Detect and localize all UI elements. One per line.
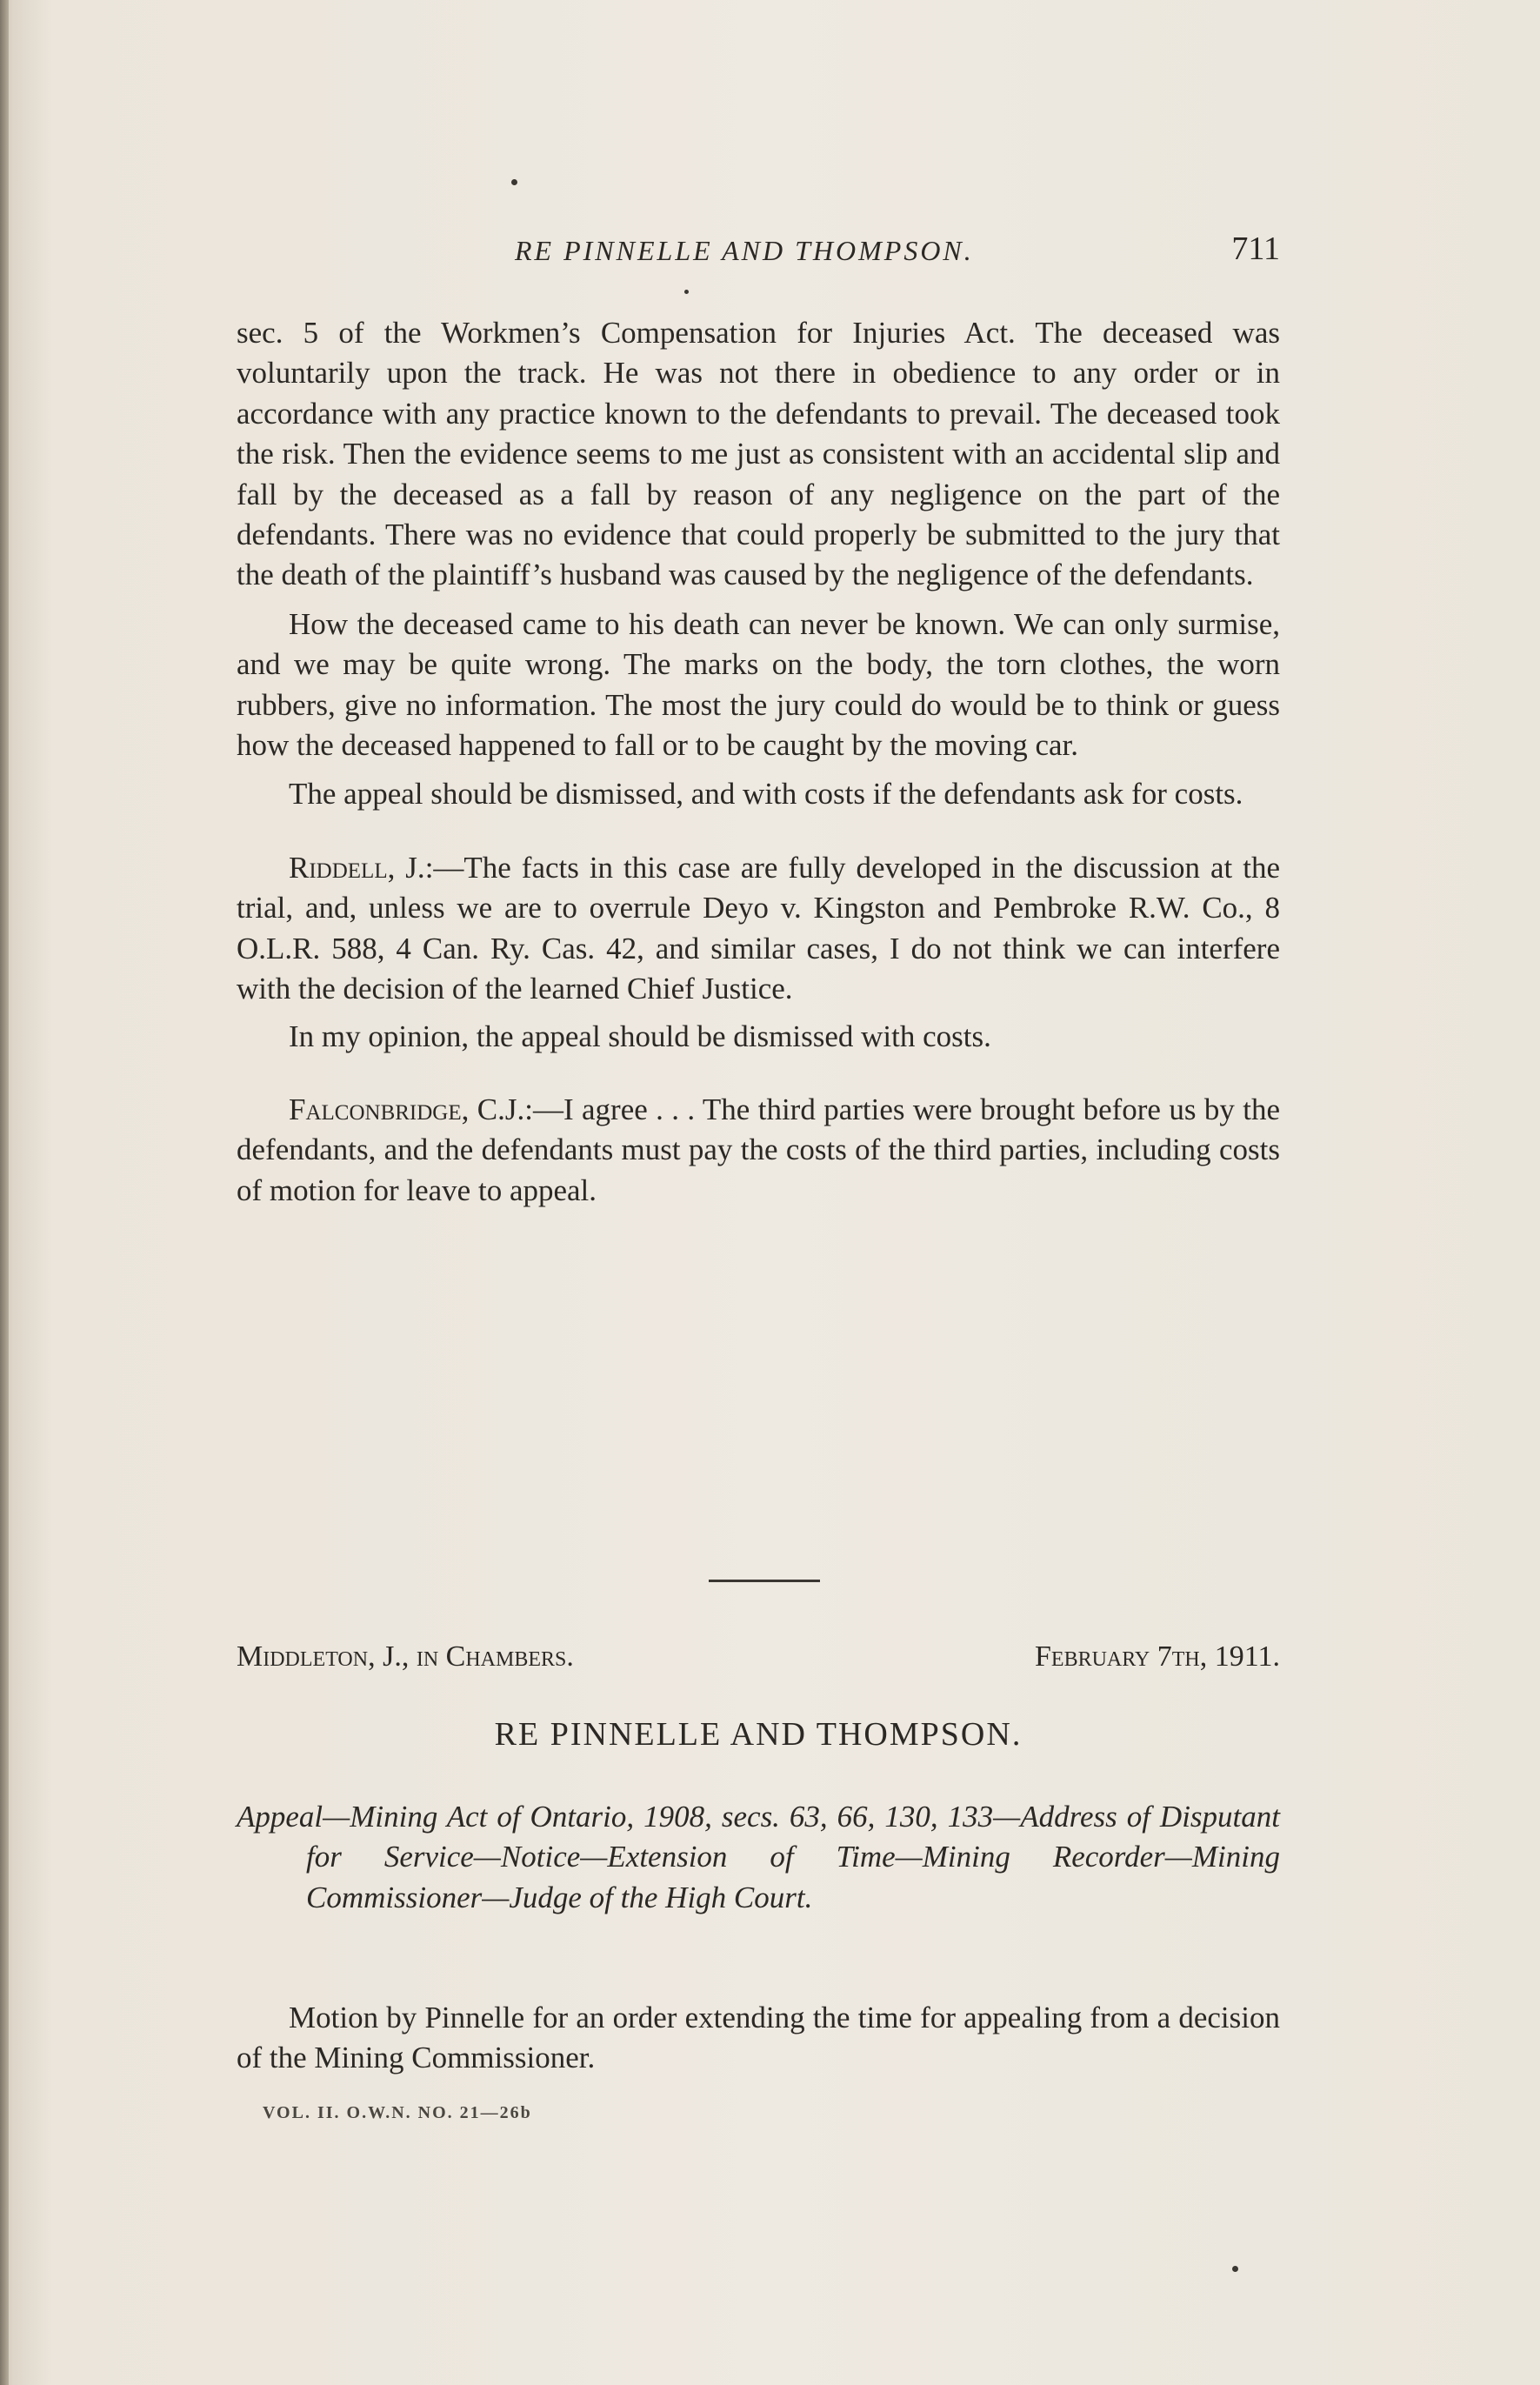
- motion-block: [237, 1998, 1280, 2079]
- paragraph-3: The appeal should be dismissed, and with costs if the defendants ask for costs.: [289, 777, 1243, 812]
- judge-name-falconbridge: Falconbridge, C.J.: [289, 1092, 525, 1126]
- motion-paragraph: Motion by Pinnelle for an order extending the time for appealing from a decision of the Mining Commissioner.: [237, 2001, 1280, 2075]
- signature-mark: VOL. II. O.W.N. NO. 21—26b: [263, 2103, 532, 2122]
- page-spine-edge: [0, 0, 9, 2385]
- paragraph-5: In my opinion, the appeal should be dismissed with costs.: [289, 1019, 991, 1053]
- riddell-text: :—The facts in this case are fully developed in the discussion at the trial, and, unless we are to overrule Deyo v. Kingston and Pembroke R.W. Co., 8 O.L.R. 588, 4 Can. Ry. Cas. 42, and similar cases, I do not think we can interfere with the decision of the learned Chief Justice.: [237, 850, 1280, 1006]
- case-judge: Middleton, J., in Chambers.: [237, 1640, 574, 1673]
- case-date: February 7th, 1911.: [1035, 1640, 1280, 1673]
- speck-mark: [511, 179, 517, 185]
- case-title: RE PINNELLE AND THOMPSON.: [494, 1716, 1023, 1753]
- page-header: [237, 228, 1280, 280]
- falconbridge-text: :—I agree . . . The third parties were brought before us by the defendants, and the defendants must pay the costs of the third parties, including costs of motion for leave to appeal.: [237, 1092, 1280, 1207]
- case-headnote: Appeal—Mining Act of Ontario, 1908, secs. 63, 66, 130, 133—Address of Disputant for Service—Notice—Extension of Time—Mining Recorder—Mining Commissioner—Judge of the High Court.: [237, 1800, 1280, 1914]
- page-number: 711: [1231, 230, 1280, 267]
- paragraph-falconbridge: [237, 1090, 1280, 1211]
- case-info-line: [237, 1640, 1280, 1680]
- paragraph-riddell: [237, 848, 1280, 1010]
- section-divider: [709, 1580, 820, 1582]
- speck-mark: [1232, 2266, 1238, 2272]
- paragraph-1: sec. 5 of the Workmen’s Compensation for Injuries Act. The deceased was voluntarily upon the track. He was not there in obedience to any order or in accordance with any practice known to the defendants to prevail. The deceased took the risk. Then the evidence seems to me just as consistent with an accidental slip and fall by the deceased as a fall by reason of any negligence on the part of the defendants. There was no evidence that could properly be submitted to the jury that the death of the plaintiff’s husband was caused by the negligence of the defendants.: [237, 316, 1280, 592]
- running-head: RE PINNELLE AND THOMPSON.: [515, 235, 974, 266]
- paragraph-2: How the deceased came to his death can never be known. We can only surmise, and we may be quite wrong. The marks on the body, the torn clothes, the worn rubbers, give no information. The most the jury could do would be to think or guess how the deceased happened to fall or to be caught by the moving car.: [237, 606, 1280, 763]
- speck-mark: [684, 290, 689, 294]
- judge-name-riddell: Riddell, J.: [289, 850, 425, 885]
- main-text: [237, 313, 1280, 1211]
